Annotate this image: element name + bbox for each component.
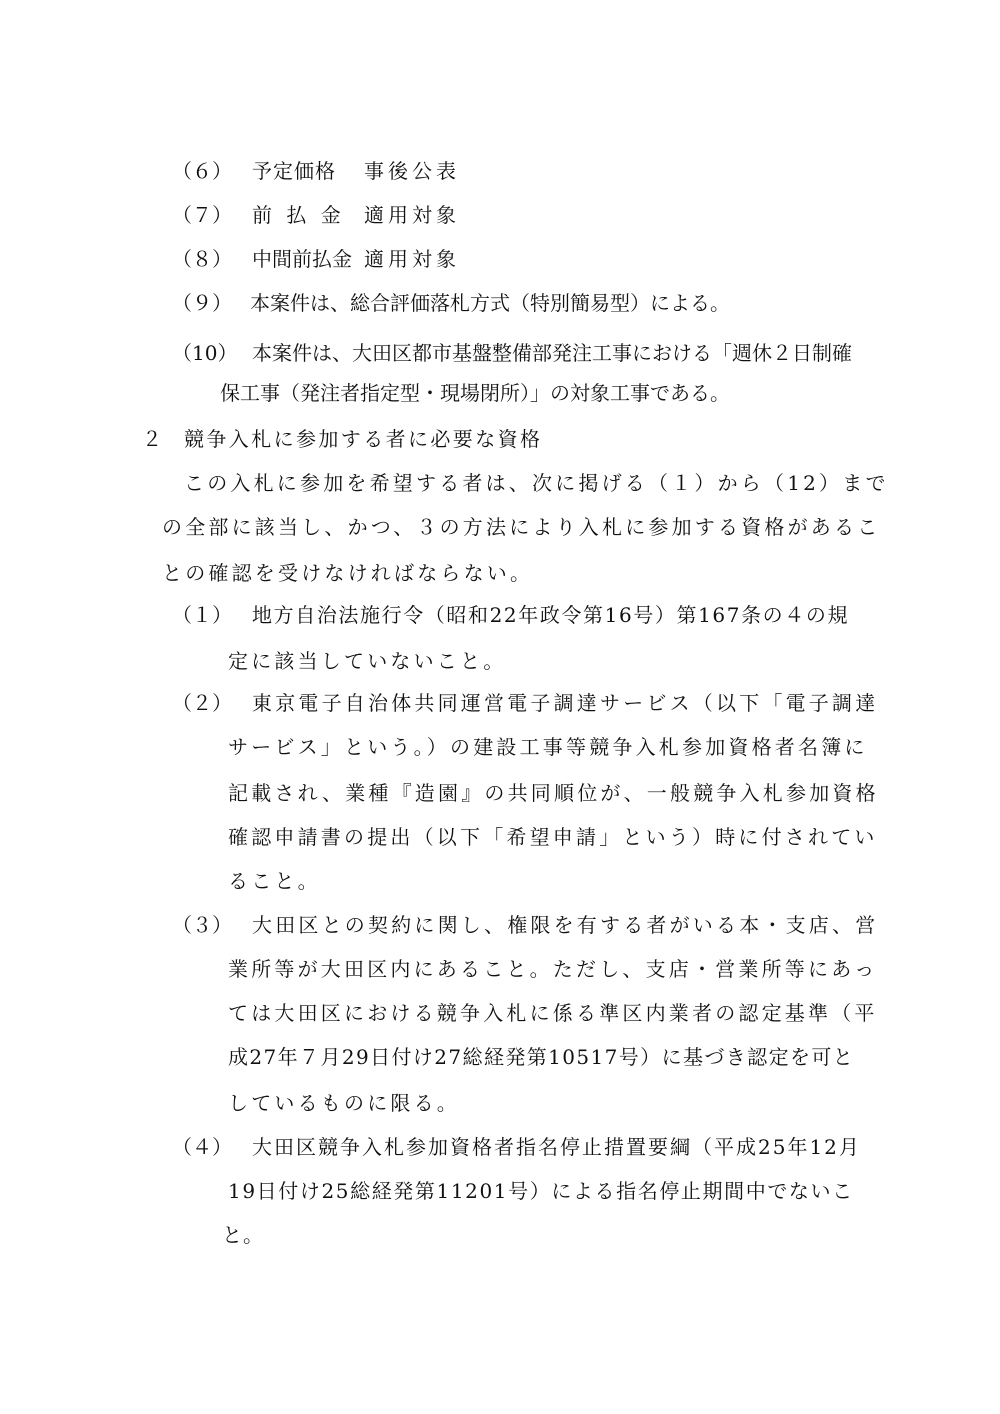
item-9-number: （９） bbox=[172, 291, 232, 315]
qual-1-line-2: 定に該当していないこと。 bbox=[228, 649, 507, 673]
qual-4-number: （４） bbox=[172, 1135, 232, 1159]
qual-2-line-2: サービス」という。）の建設工事等競争入札参加資格者名簿に bbox=[228, 735, 868, 759]
item-7-number: （７） bbox=[172, 203, 232, 227]
item-8-label: 中間前払金 bbox=[252, 247, 352, 271]
item-9-text: 本案件は、総合評価落札方式（特別簡易型）による。 bbox=[250, 291, 730, 315]
qual-3-line-5: しているものに限る。 bbox=[228, 1091, 460, 1115]
qual-2-line-4: 確認申請書の提出（以下「希望申請」という）時に付されてい bbox=[228, 825, 878, 849]
section-2-heading: 競争入札に参加する者に必要な資格 bbox=[184, 427, 543, 451]
item-8-value: 適用対象 bbox=[364, 247, 460, 271]
qual-1-line-1: 地方自治法施行令（昭和22年政令第16号）第167条の４の規 bbox=[252, 603, 850, 627]
item-6-label: 予定価格 bbox=[252, 159, 336, 183]
item-6-number: （６） bbox=[172, 159, 232, 183]
qual-4-line-1: 大田区競争入札参加資格者指名停止措置要綱（平成25年12月 bbox=[252, 1135, 861, 1159]
qual-2-line-5: ること。 bbox=[228, 869, 321, 893]
qual-1-number: （１） bbox=[172, 603, 232, 627]
section-2-number: ２ bbox=[142, 427, 162, 451]
item-7-value: 適用対象 bbox=[364, 203, 460, 227]
section-2-intro-line-2: の全部に該当し、かつ、３の方法により入札に参加する資格があるこ bbox=[162, 515, 881, 539]
section-2-intro-line-1: この入札に参加を希望する者は、次に掲げる（１）から（12）まで bbox=[184, 471, 889, 495]
section-2-intro-line-3: との確認を受けなければならない。 bbox=[162, 561, 534, 585]
item-8-number: （８） bbox=[172, 247, 232, 271]
qual-3-line-2: 業所等が大田区内にあること。ただし、支店・営業所等にあっ bbox=[228, 957, 878, 981]
qual-3-line-1: 大田区との契約に関し、権限を有する者がいる本・支店、営 bbox=[252, 913, 879, 937]
qual-2-line-1: 東京電子自治体共同運営電子調達サービス（以下「電子調達 bbox=[252, 691, 879, 715]
qual-3-line-3: ては大田区における競争入札に係る準区内業者の認定基準（平 bbox=[228, 1001, 878, 1025]
qual-2-line-3: 記載され、業種『造園』の共同順位が、一般競争入札参加資格 bbox=[228, 781, 879, 805]
item-10-number: （10） bbox=[172, 341, 238, 365]
qual-4-line-3: と。 bbox=[222, 1223, 264, 1247]
item-10-line-1: 本案件は、大田区都市基盤整備部発注工事における「週休２日制確 bbox=[252, 341, 852, 365]
qual-4-line-2: 19日付け25総経発第11201号）による指名停止期間中でないこ bbox=[228, 1179, 854, 1203]
item-10-line-2: 保工事（発注者指定型・現場閉所）」の対象工事である。 bbox=[220, 381, 730, 405]
qual-3-line-4: 成27年７月29日付け27総経発第10517号）に基づき認定を可と bbox=[228, 1045, 855, 1069]
qual-2-number: （２） bbox=[172, 691, 232, 715]
qual-3-number: （３） bbox=[172, 913, 232, 937]
item-6-value: 事後公表 bbox=[364, 159, 460, 183]
item-7-label: 前 払 金 bbox=[252, 203, 345, 227]
